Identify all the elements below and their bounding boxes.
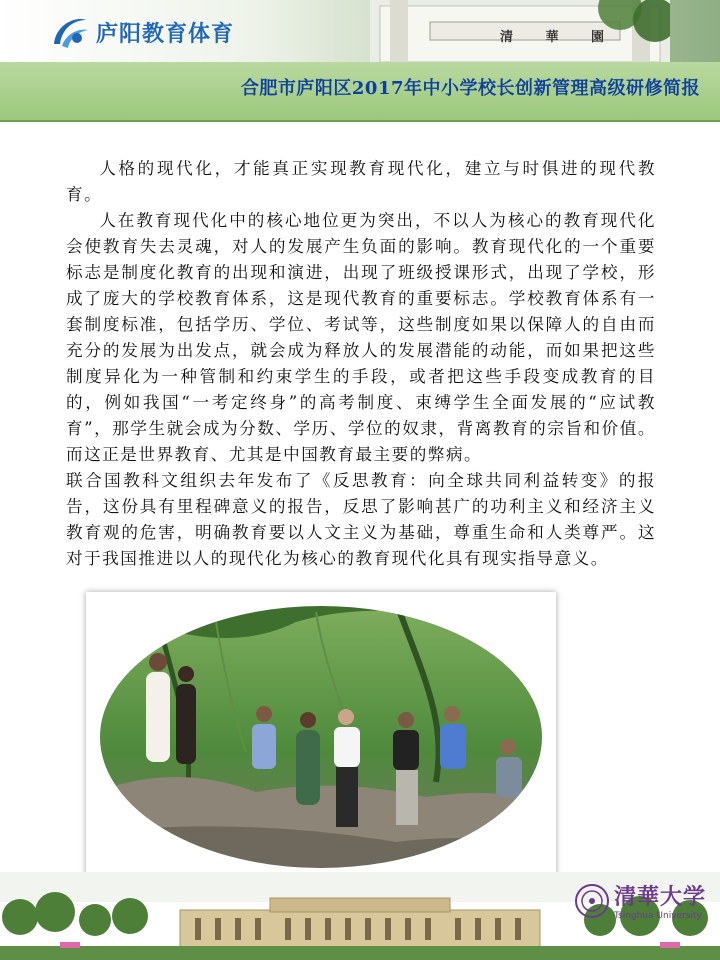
site-logo[interactable] [50, 14, 234, 50]
page-title: 合肥市庐阳区2017年中小学校长创新管理高级研修简报 [240, 78, 700, 99]
gate-sign: 清 華 園 [500, 30, 619, 45]
tsinghua-logo [574, 880, 706, 921]
article-paragraph: 人格的现代化，才能真正实现教育现代化，建立与时俱进的现代教育。 [66, 159, 656, 204]
university-name-cn: 清華大学 [614, 884, 707, 910]
page-header [0, 0, 720, 122]
group-photo-icon [96, 602, 546, 872]
tsinghua-seal-icon [574, 883, 610, 919]
logo-text: 庐阳教育体育 [96, 21, 235, 47]
swoosh-logo-icon [50, 14, 90, 50]
group-photo-frame [86, 592, 556, 892]
university-name-en: Tsinghua University [614, 911, 702, 921]
article-body [66, 156, 656, 572]
article-paragraph: 联合国教科文组织去年发布了《反思教育：向全球共同利益转变》的报告，这份具有里程碑意义的报告，反思了影响甚广的功利主义和经济主义教育观的危害，明确教育要以人文主义为基础，尊重生命和人类尊严。这对于我国推进以人的现代化为核心的教育现代化具有现实指导意义。 [66, 471, 656, 568]
article-paragraph: 人在教育现代化中的核心地位更为突出，不以人为核心的教育现代化会使教育失去灵魂，对人的发展产生负面的影响。教育现代化的一个重要标志是制度化教育的出现和演进，出现了班级授课形式，出现了学校，形成了庞大的学校教育体系，这是现代教育的重要标志。学校教育体系有一套制度标准，包括学历、学位、考试等，这些制度如果以保障人的自由而充分的发展为出发点，就会成为释放人的发展潜能的动能，而如果把这些制度异化为一种管制和约束学生的手段，或者把这些手段变成教育的目的，例如我国“一考定终身”的高考制度、束缚学生全面发展的“应试教育”，那学生就会成为分数、学历、学位的奴隶，背离教育的宗旨和价值。而这正是世界教育、尤其是中国教育最主要的弊病。 [66, 211, 656, 464]
